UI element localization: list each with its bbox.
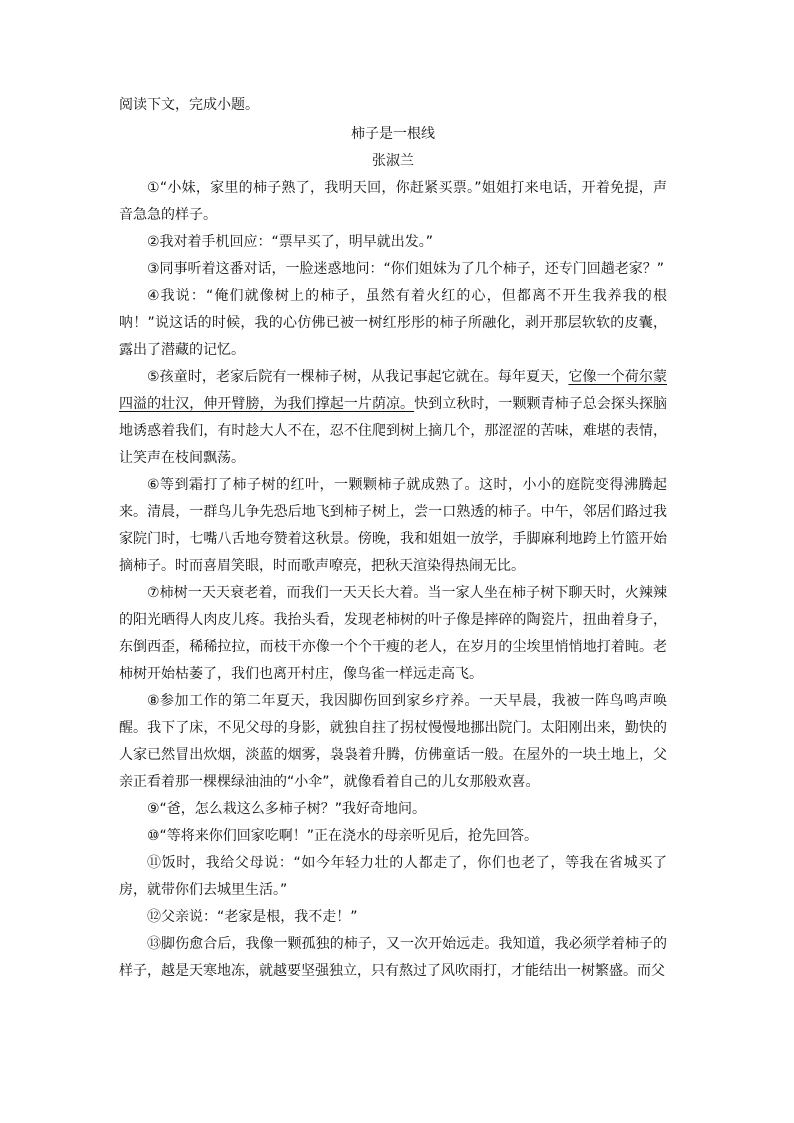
article-title: 柿子是一根线 [351, 126, 435, 142]
paragraph-5-rest: 快到立秋时，一颗颗青柿子总会探头探脑地诱惑着我们，有时趁大人不在，忍不住爬到树上摘几个，那涩涩的苦味，难堪的表情，让笑声在枝间飘荡。 [119, 396, 668, 466]
paragraph-3: ③同事听着这番对话，一脸迷惑地问：“你们姐妹为了几个柿子，还专门回趟老家？” [147, 261, 665, 277]
paragraph-6: ⑥等到霜打了柿子树的红叶，一颗颗柿子就成熟了。这时，小小的庭院变得沸腾起来。清晨，一群鸟儿争先恐后地飞到柿子树上，尝一口熟透的柿子。中午，邻居们路过我家院门时，七嘴八舌地夸赞着这秋景。傍晚，我和姐姐一放学，手脚麻利地跨上竹篮开始摘柿子。时而喜眉笑眼，时而歌声嘹亮，把秋天渲染得热闹无比。 [119, 477, 667, 574]
paragraph-4: ④我说：“俺们就像树上的柿子，虽然有着火红的心，但都离不开生我养我的根呐！”说这话的时候，我的心仿佛已被一树红彤彤的柿子所融化，剥开那层软软的皮囊，露出了潜藏的记忆。 [119, 288, 667, 358]
paragraph-12: ⑫父亲说：“老家是根，我不走！” [147, 909, 358, 925]
paragraph-7: ⑦柿树一天天衰老着，而我们一天天长大着。当一家人坐在柿子树下聊天时，火辣辣的阳光晒得人肉皮儿疼。我抬头看，发现老柿树的叶子像是摔碎的陶瓷片，扭曲着身子，东倒西歪，稀稀拉拉，而枝干亦像一个个干瘦的老人，在岁月的尘埃里悄悄地打着盹。老柿树开始枯萎了，我们也离开村庄，像鸟雀一样远走高飞。 [119, 585, 667, 682]
paragraph-11: ⑪饭时，我给父母说：“如今年轻力壮的人都走了，你们也老了，等我在省城买了房，就带你们去城里生活。” [119, 855, 667, 898]
paragraph-9: ⑨“爸，怎么栽这么多柿子树？”我好奇地问。 [147, 801, 427, 817]
paragraph-8: ⑧参加工作的第二年夏天，我因脚伤回到家乡疗养。一天早晨，我被一阵鸟鸣声唤醒。我下了床，不见父母的身影，就独自拄了拐杖慢慢地挪出院门。太阳刚出来，勤快的人家已然冒出炊烟，淡蓝的烟雾，袅袅着升腾，仿佛童话一般。在屋外的一块土地上，父亲正看着那一棵棵绿油油的“小伞”，就像看着自己的儿女那般欢喜。 [119, 693, 667, 790]
paragraph-10: ⑩“等将来你们回家吃啊！”正在浇水的母亲听见后，抢先回答。 [147, 828, 539, 844]
paragraph-13: ⑬脚伤愈合后，我像一颗孤独的柿子，又一次开始远走。我知道，我必须学着柿子的样子，越是天寒地冻，就越要坚强独立，只有熬过了风吹雨打，才能结出一树繁盛。而父 [119, 936, 667, 979]
underlined-sentence: 它像一个荷尔蒙四溢的壮汉，伸开臂膀，为我们撑起一片荫凉。 [119, 369, 667, 412]
article-author: 张淑兰 [372, 153, 414, 169]
paragraph-5-lead: ⑤孩童时，老家后院有一棵柿子树，从我记事起它就在。每年夏天， [147, 369, 569, 385]
instruction-text: 阅读下文，完成小题。 [119, 97, 259, 113]
paragraph-5 [119, 364, 667, 472]
document-page [119, 92, 667, 985]
paragraph-2: ②我对着手机回应：“票早买了，明早就出发。” [147, 234, 434, 250]
paragraph-1: ①“小妹，家里的柿子熟了，我明天回，你赶紧买票。”姐姐打来电话，开着免提，声音急急的样子。 [119, 180, 667, 223]
